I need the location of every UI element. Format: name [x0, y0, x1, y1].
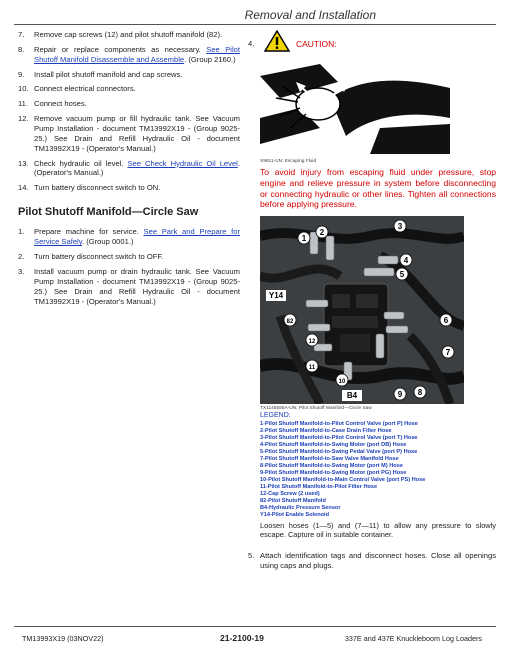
- step-1: [18, 227, 240, 247]
- step-text: Connect hoses.: [34, 99, 87, 109]
- step-number: 5.: [248, 551, 255, 561]
- photo-label-82: 82: [286, 319, 294, 326]
- legend-item: Y14-Pilot Enable Solenoid: [260, 511, 330, 518]
- section-title: Pilot Shutoff Manifold—Circle Saw: [18, 206, 199, 219]
- legend-item: 5-Pilot Shutoff Manifold-to-Swing Pedal Valve (port P) Hose: [260, 448, 418, 455]
- step-text: Install vacuum pump or drain hydraulic tank. See Vacuum Pump Installation - document TM13992X19 - (Group 9025-25.) See Drain and Refill Hydraulic Oil - document TM13992X19 - (Operator's Manual.): [34, 267, 240, 306]
- photo-label-8: 8: [417, 388, 423, 398]
- footer-document-id: TM13993X19 (03NOV22): [22, 634, 104, 643]
- step-number: 12.: [18, 114, 29, 124]
- photo-label-3: 3: [397, 222, 403, 232]
- legend-item: 10-Pilot Shutoff Manifold-to-Main Control Valve (port PS) Hose: [260, 476, 426, 483]
- step-11: [18, 99, 240, 109]
- photo-label-6: 6: [443, 316, 449, 326]
- right-column: [248, 30, 496, 571]
- photo-label-7: 7: [445, 348, 451, 358]
- step-text: Prepare machine for service. See Park and Prepare for Service Safely. (Group 0001.): [34, 227, 240, 247]
- photo-label-5: 5: [399, 270, 405, 280]
- photo-label-9: 9: [397, 390, 403, 400]
- loosen-hoses-note: Loosen hoses (1—5) and (7—11) to allow any pressure to slowly escape. Capture oil in suitable container.: [260, 520, 496, 540]
- step-number: 8.: [18, 44, 25, 54]
- step-text: Turn battery disconnect switch to OFF.: [34, 252, 164, 262]
- step-text: Install pilot shutoff manifold and cap screws.: [34, 69, 183, 79]
- photo-label-b4: B4: [346, 391, 358, 401]
- photo-caption: TX1145590A-UN: Pilot Shutoff Manifold—Circle Saw: [260, 406, 372, 412]
- step-number: 7.: [18, 30, 25, 39]
- pilot-shutoff-manifold-photo: [260, 216, 464, 404]
- footer-page-number: 21-2100-19: [220, 633, 264, 643]
- step-8: [18, 45, 240, 65]
- page-header: [14, 6, 496, 25]
- step-7: [18, 30, 240, 40]
- legend-item: 7-Pilot Shutoff Manifold-to-Saw Valve Manifold Hose: [260, 455, 399, 462]
- legend-item: 12-Cap Screw (2 used): [260, 490, 320, 497]
- escaping-fluid-illustration: [260, 58, 450, 154]
- legend: [260, 412, 496, 519]
- legend-item: 3-Pilot Shutoff Manifold-to-Pilot Control Valve (port T) Hose: [260, 434, 418, 441]
- legend-item: 2-Pilot Shutoff Manifold-to-Case Drain Filter Hose: [260, 428, 392, 434]
- legend-item: 82-Pilot Shutoff Manifold: [260, 497, 326, 504]
- step-number: 11.: [18, 99, 28, 109]
- step-number: 2.: [18, 252, 25, 262]
- photo-label-2: 2: [319, 228, 325, 238]
- step-5: [248, 551, 496, 571]
- step-number: 14.: [18, 183, 29, 193]
- photo-label-4: 4: [403, 256, 409, 266]
- link-pilot-shutoff-manifold[interactable]: See Pilot Shutoff Manifold Disassemble and Assemble: [34, 44, 240, 64]
- photo-label-10: 10: [338, 379, 346, 386]
- legend-item: 9-Pilot Shutoff Manifold-to-Swing Motor (port PG) Hose: [260, 469, 407, 476]
- step-text: Connect electrical connectors.: [34, 84, 136, 94]
- step-text: Repair or replace components as necessary. See Pilot Shutoff Manifold Disassemble and Assemble. (Group 2160.): [34, 44, 240, 64]
- step-text: Turn battery disconnect switch to ON.: [34, 183, 161, 193]
- caution-word: CAUTION:: [296, 39, 337, 49]
- caution-row: [248, 30, 496, 58]
- legend-item: 4-Pilot Shutoff Manifold-to-Swing Motor (port DB) Hose: [260, 441, 407, 448]
- step-3: [18, 267, 240, 306]
- legend-item: 8-Pilot Shutoff Manifold-to-Swing Motor (port M) Hose: [260, 462, 403, 469]
- photo-label-1: 1: [301, 234, 307, 244]
- step-9: [18, 70, 240, 80]
- step-text: Check hydraulic oil level. See Check Hydraulic Oil Level. (Operator's Manual.): [34, 158, 240, 178]
- step-number: 9.: [18, 69, 25, 79]
- legend-item: 11-Pilot Shutoff Manifold-to-Pilot Filter Hose: [260, 483, 378, 490]
- step-10: [18, 84, 240, 94]
- page-footer: [14, 626, 496, 647]
- step-number: 10.: [18, 84, 29, 94]
- legend-item: 1-Pilot Shutoff Manifold-to-Pilot Control Valve (port P) Hose: [260, 421, 418, 428]
- left-column: [18, 30, 240, 311]
- step-number: 4.: [248, 39, 255, 48]
- step-14: [18, 183, 240, 193]
- step-13: [18, 159, 240, 179]
- step-12: [18, 114, 240, 153]
- photo-label-y14: Y14: [268, 291, 284, 301]
- step-text: Remove vacuum pump or fill hydraulic tank. See Vacuum Pump Installation - document TM13992X19 - (Group 9025-25.) See Drain and Refill Hydraulic Oil - document TM13992X19 - (Operator's Manual.): [34, 114, 240, 153]
- header-title: Removal and Installation: [244, 8, 376, 22]
- step-number: 1.: [18, 227, 25, 237]
- step-text: Attach identification tags and disconnect hoses. Close all openings using caps and plugs.: [260, 551, 496, 571]
- step-number: 13.: [18, 158, 29, 168]
- photo-label-11: 11: [308, 365, 316, 372]
- figure-caption: X9811-UN: Escaping Fluid: [260, 158, 317, 164]
- caution-warning-text: To avoid injury from escaping fluid under pressure, stop engine and relieve pressure in system before disconnecting or connecting hydraulic or other lines. Tighten all connections before applying pressure.: [260, 167, 496, 210]
- step-number: 3.: [18, 267, 25, 277]
- step-2: [18, 252, 240, 262]
- link-check-hydraulic-oil-level[interactable]: See Check Hydraulic Oil Level: [127, 158, 238, 168]
- legend-item: B4-Hydraulic Pressure Sensor: [260, 504, 341, 511]
- link-park-and-prepare[interactable]: See Park and Prepare for Service Safely: [34, 227, 240, 247]
- photo-label-12: 12: [308, 339, 316, 346]
- warning-triangle-icon: [264, 30, 290, 52]
- legend-title: LEGEND:: [260, 412, 291, 420]
- footer-product-name: 337E and 437E Knuckleboom Log Loaders: [344, 634, 482, 643]
- step-text: Remove cap screws (12) and pilot shutoff manifold (82).: [34, 30, 223, 39]
